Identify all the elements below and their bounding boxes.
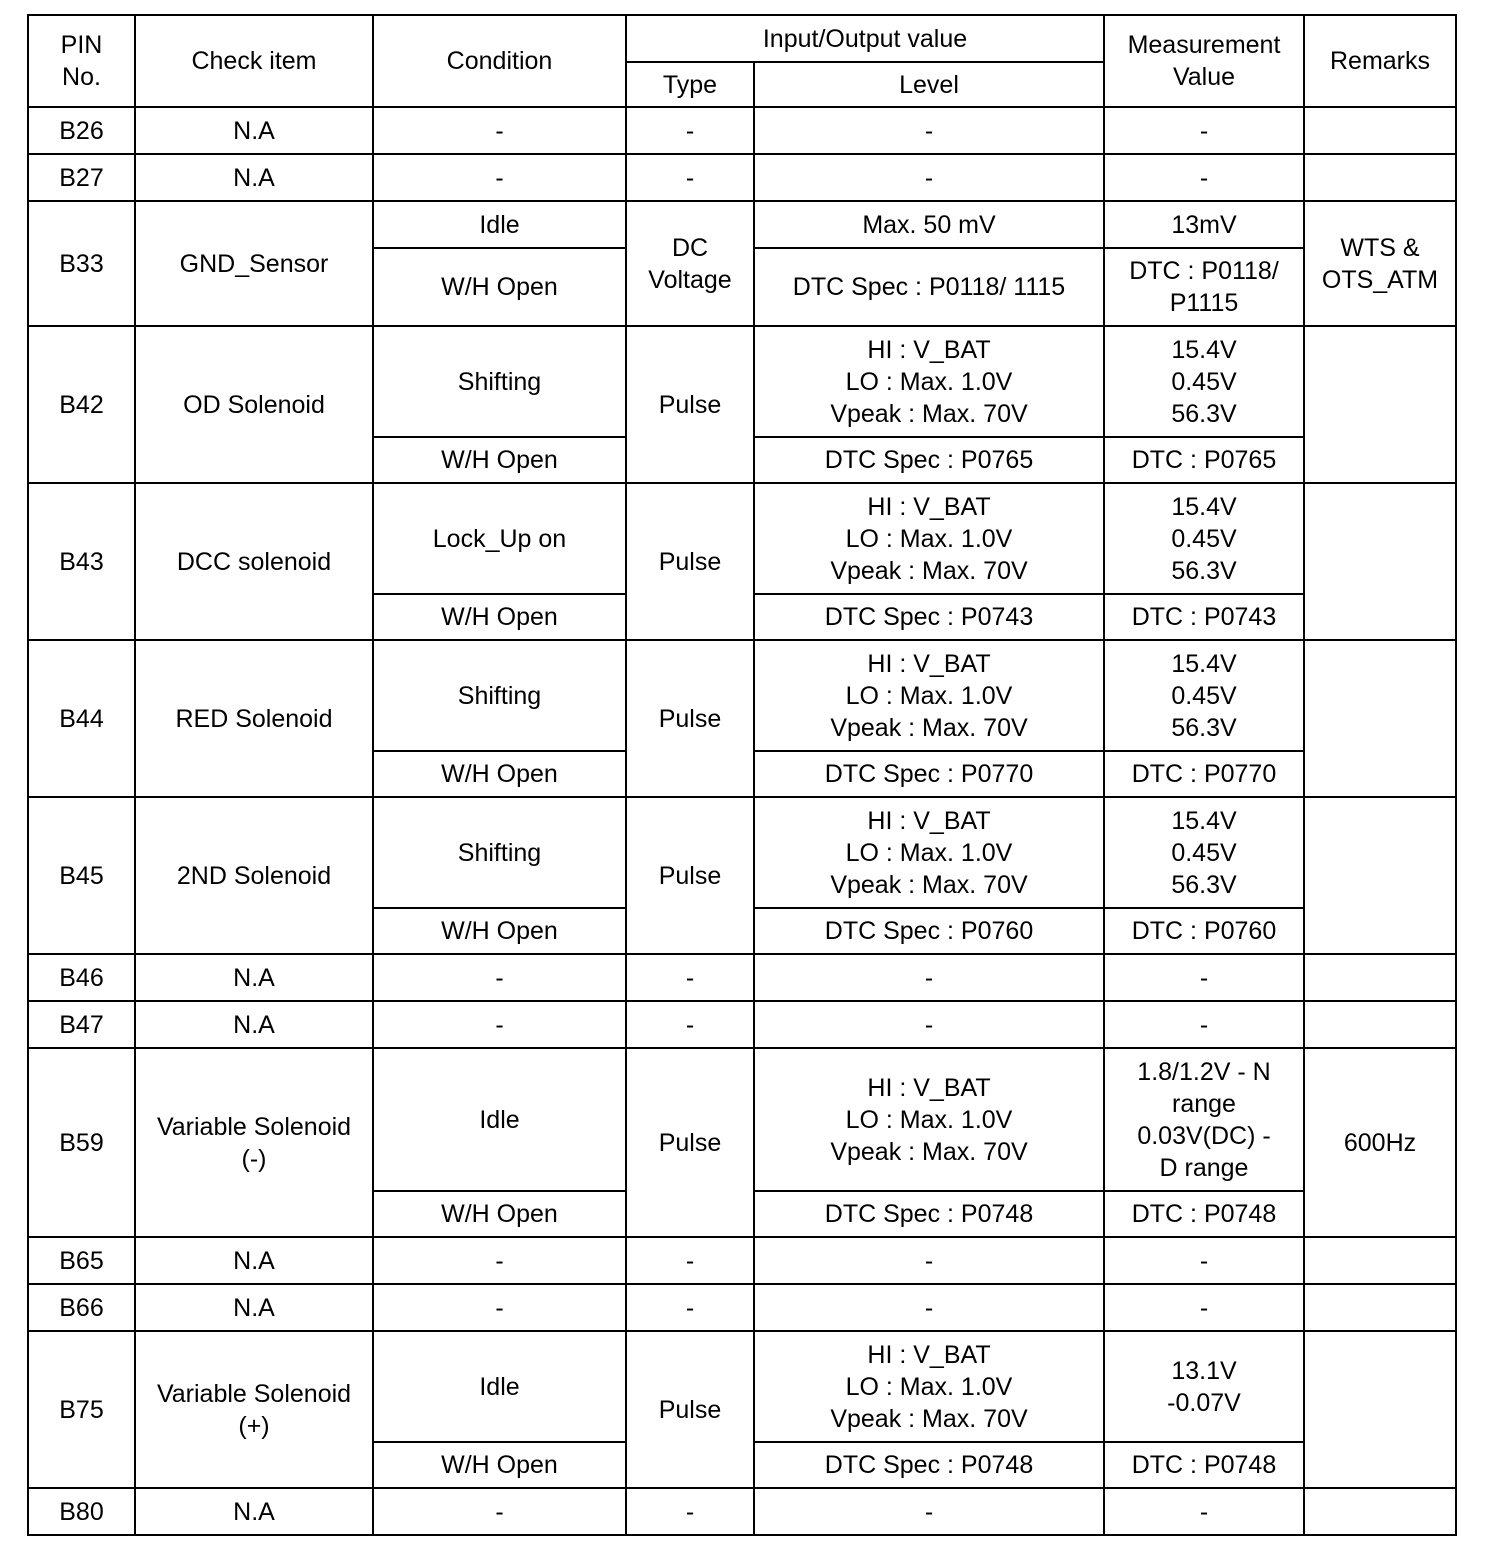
- check-item-cell: Variable Solenoid (-): [135, 1048, 373, 1237]
- level-cell: HI : V_BAT LO : Max. 1.0V Vpeak : Max. 70V: [754, 640, 1104, 751]
- condition-cell: Idle: [373, 1331, 626, 1442]
- remarks-cell: [1304, 154, 1456, 201]
- measurement-cell: DTC : P0743: [1104, 594, 1304, 640]
- remarks-cell: [1304, 107, 1456, 154]
- pin-cell: B59: [28, 1048, 135, 1237]
- table-row: [28, 1001, 1456, 1048]
- level-cell: -: [754, 154, 1104, 201]
- remarks-cell: [1304, 1001, 1456, 1048]
- condition-cell: W/H Open: [373, 437, 626, 483]
- condition-cell: W/H Open: [373, 594, 626, 640]
- condition-cell: W/H Open: [373, 248, 626, 326]
- check-item-cell: OD Solenoid: [135, 326, 373, 483]
- measurement-cell: 15.4V 0.45V 56.3V: [1104, 797, 1304, 908]
- check-item-cell: GND_Sensor: [135, 201, 373, 326]
- measurement-cell: -: [1104, 1001, 1304, 1048]
- pin-check-table: [27, 14, 1457, 1536]
- header-pin-no: PIN No.: [28, 15, 135, 107]
- condition-cell: -: [373, 1488, 626, 1535]
- table-row: [28, 1284, 1456, 1331]
- pin-cell: B46: [28, 954, 135, 1001]
- measurement-cell: -: [1104, 154, 1304, 201]
- condition-cell: W/H Open: [373, 908, 626, 954]
- type-cell: -: [626, 1488, 754, 1535]
- measurement-cell: 15.4V 0.45V 56.3V: [1104, 483, 1304, 594]
- remarks-cell: [1304, 1237, 1456, 1284]
- level-cell: DTC Spec : P0743: [754, 594, 1104, 640]
- table-row: [28, 1331, 1456, 1442]
- pin-cell: B65: [28, 1237, 135, 1284]
- level-cell: DTC Spec : P0760: [754, 908, 1104, 954]
- measurement-cell: -: [1104, 107, 1304, 154]
- condition-cell: Lock_Up on: [373, 483, 626, 594]
- pin-cell: B42: [28, 326, 135, 483]
- remarks-cell: [1304, 1284, 1456, 1331]
- type-cell: Pulse: [626, 640, 754, 797]
- level-cell: Max. 50 mV: [754, 201, 1104, 248]
- header-level: Level: [754, 62, 1104, 107]
- table-row: [28, 1488, 1456, 1535]
- remarks-cell: [1304, 640, 1456, 797]
- pin-cell: B27: [28, 154, 135, 201]
- check-item-cell: N.A: [135, 1284, 373, 1331]
- remarks-cell: [1304, 954, 1456, 1001]
- measurement-cell: -: [1104, 954, 1304, 1001]
- level-cell: -: [754, 1001, 1104, 1048]
- table-row: [28, 483, 1456, 594]
- level-cell: -: [754, 1284, 1104, 1331]
- type-cell: Pulse: [626, 1048, 754, 1237]
- pin-cell: B66: [28, 1284, 135, 1331]
- condition-cell: -: [373, 1284, 626, 1331]
- check-item-cell: N.A: [135, 1488, 373, 1535]
- level-cell: HI : V_BAT LO : Max. 1.0V Vpeak : Max. 70V: [754, 1048, 1104, 1191]
- condition-cell: -: [373, 154, 626, 201]
- condition-cell: -: [373, 1237, 626, 1284]
- type-cell: DC Voltage: [626, 201, 754, 326]
- level-cell: -: [754, 107, 1104, 154]
- measurement-cell: DTC : P0118/ P1115: [1104, 248, 1304, 326]
- level-cell: HI : V_BAT LO : Max. 1.0V Vpeak : Max. 70V: [754, 797, 1104, 908]
- check-item-cell: N.A: [135, 1001, 373, 1048]
- pin-cell: B75: [28, 1331, 135, 1488]
- type-cell: Pulse: [626, 1331, 754, 1488]
- level-cell: DTC Spec : P0748: [754, 1442, 1104, 1488]
- condition-cell: Shifting: [373, 640, 626, 751]
- type-cell: -: [626, 954, 754, 1001]
- check-item-cell: 2ND Solenoid: [135, 797, 373, 954]
- check-item-cell: N.A: [135, 154, 373, 201]
- table-row: [28, 954, 1456, 1001]
- condition-cell: Idle: [373, 1048, 626, 1191]
- check-item-cell: Variable Solenoid (+): [135, 1331, 373, 1488]
- condition-cell: W/H Open: [373, 1191, 626, 1237]
- level-cell: HI : V_BAT LO : Max. 1.0V Vpeak : Max. 70V: [754, 1331, 1104, 1442]
- table-row: [28, 201, 1456, 248]
- measurement-cell: 15.4V 0.45V 56.3V: [1104, 326, 1304, 437]
- header-io-value: Input/Output value: [626, 15, 1104, 62]
- check-item-cell: DCC solenoid: [135, 483, 373, 640]
- table-row: [28, 107, 1456, 154]
- pin-cell: B33: [28, 201, 135, 326]
- pin-cell: B26: [28, 107, 135, 154]
- level-cell: -: [754, 1488, 1104, 1535]
- condition-cell: -: [373, 954, 626, 1001]
- table-row: [28, 1048, 1456, 1191]
- level-cell: -: [754, 954, 1104, 1001]
- measurement-cell: DTC : P0765: [1104, 437, 1304, 483]
- pin-cell: B43: [28, 483, 135, 640]
- check-item-cell: RED Solenoid: [135, 640, 373, 797]
- type-cell: -: [626, 1237, 754, 1284]
- level-cell: DTC Spec : P0748: [754, 1191, 1104, 1237]
- remarks-cell: 600Hz: [1304, 1048, 1456, 1237]
- check-item-cell: N.A: [135, 1237, 373, 1284]
- level-cell: DTC Spec : P0770: [754, 751, 1104, 797]
- pin-cell: B47: [28, 1001, 135, 1048]
- condition-cell: Shifting: [373, 797, 626, 908]
- level-cell: DTC Spec : P0118/ 1115: [754, 248, 1104, 326]
- check-item-cell: N.A: [135, 954, 373, 1001]
- remarks-cell: [1304, 326, 1456, 483]
- remarks-cell: [1304, 1331, 1456, 1488]
- header-check-item: Check item: [135, 15, 373, 107]
- table-row: [28, 640, 1456, 751]
- type-cell: -: [626, 154, 754, 201]
- table-row: [28, 1237, 1456, 1284]
- remarks-cell: WTS & OTS_ATM: [1304, 201, 1456, 326]
- measurement-cell: 15.4V 0.45V 56.3V: [1104, 640, 1304, 751]
- type-cell: Pulse: [626, 326, 754, 483]
- level-cell: HI : V_BAT LO : Max. 1.0V Vpeak : Max. 70V: [754, 326, 1104, 437]
- check-item-cell: N.A: [135, 107, 373, 154]
- table-row: [28, 154, 1456, 201]
- header-condition: Condition: [373, 15, 626, 107]
- measurement-cell: -: [1104, 1488, 1304, 1535]
- measurement-cell: 13.1V -0.07V: [1104, 1331, 1304, 1442]
- table-row: [28, 326, 1456, 437]
- condition-cell: W/H Open: [373, 1442, 626, 1488]
- measurement-cell: -: [1104, 1237, 1304, 1284]
- condition-cell: Shifting: [373, 326, 626, 437]
- measurement-cell: 13mV: [1104, 201, 1304, 248]
- type-cell: Pulse: [626, 483, 754, 640]
- measurement-cell: DTC : P0748: [1104, 1442, 1304, 1488]
- remarks-cell: [1304, 483, 1456, 640]
- level-cell: DTC Spec : P0765: [754, 437, 1104, 483]
- measurement-cell: -: [1104, 1284, 1304, 1331]
- measurement-cell: DTC : P0760: [1104, 908, 1304, 954]
- condition-cell: Idle: [373, 201, 626, 248]
- table-row: [28, 797, 1456, 908]
- header-remarks: Remarks: [1304, 15, 1456, 107]
- measurement-cell: DTC : P0770: [1104, 751, 1304, 797]
- type-cell: -: [626, 107, 754, 154]
- type-cell: Pulse: [626, 797, 754, 954]
- condition-cell: -: [373, 1001, 626, 1048]
- header-measurement: Measurement Value: [1104, 15, 1304, 107]
- measurement-cell: DTC : P0748: [1104, 1191, 1304, 1237]
- remarks-cell: [1304, 797, 1456, 954]
- pin-cell: B44: [28, 640, 135, 797]
- condition-cell: -: [373, 107, 626, 154]
- level-cell: HI : V_BAT LO : Max. 1.0V Vpeak : Max. 70V: [754, 483, 1104, 594]
- level-cell: -: [754, 1237, 1104, 1284]
- remarks-cell: [1304, 1488, 1456, 1535]
- type-cell: -: [626, 1001, 754, 1048]
- pin-cell: B45: [28, 797, 135, 954]
- header-type: Type: [626, 62, 754, 107]
- pin-cell: B80: [28, 1488, 135, 1535]
- measurement-cell: 1.8/1.2V - N range 0.03V(DC) - D range: [1104, 1048, 1304, 1191]
- type-cell: -: [626, 1284, 754, 1331]
- condition-cell: W/H Open: [373, 751, 626, 797]
